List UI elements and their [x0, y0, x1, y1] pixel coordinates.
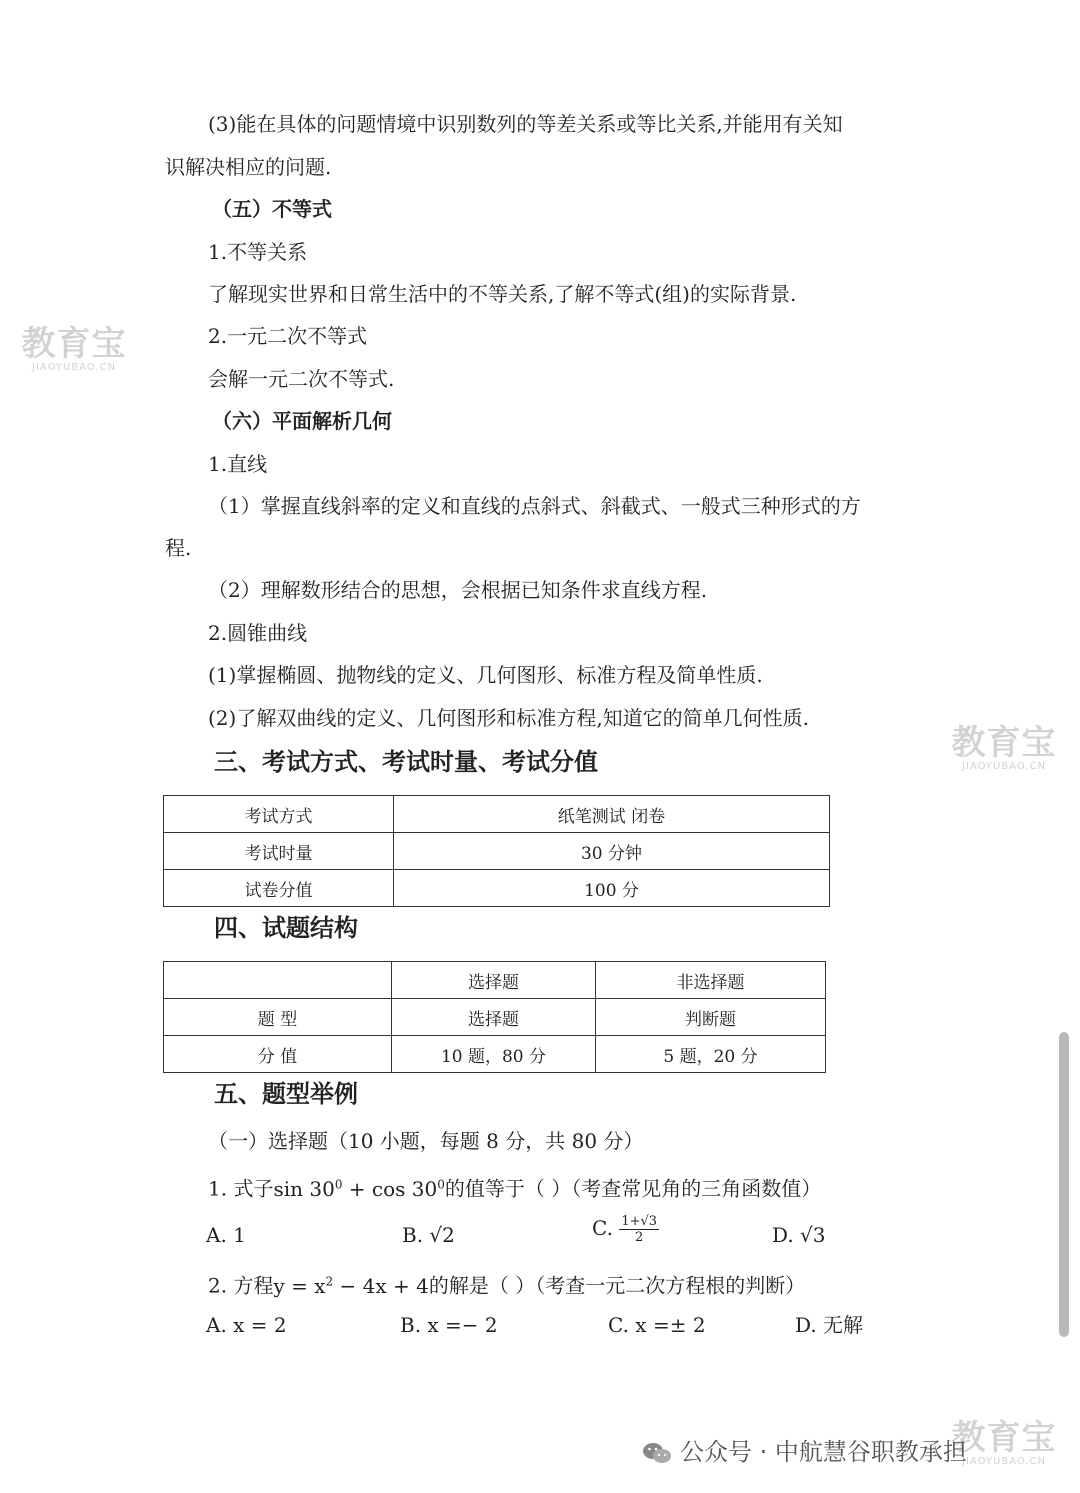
paragraph-conic-1: (1)掌握椭圆、抛物线的定义、几何图形、标准方程及简单性质. [208, 663, 763, 687]
section-heading-analytic-geometry: （六）平面解析几何 [212, 409, 392, 433]
table-cell: 考试方式 [164, 796, 394, 833]
watermark-domain: JIAOYUBAO.CN [962, 1456, 1046, 1467]
table-row [164, 999, 826, 1036]
question-1-option-c [592, 1214, 659, 1245]
paragraph-line-2: （2）理解数形结合的思想，会根据已知条件求直线方程. [208, 578, 708, 602]
subheading-line: 1.直线 [208, 452, 268, 476]
question-structure-table [163, 961, 826, 1073]
table-cell: 选择题 [392, 962, 596, 999]
question-1-option-b [402, 1221, 455, 1249]
subheading-conic: 2.圆锥曲线 [208, 621, 308, 645]
question-2-prefix: 2. 方程 [208, 1273, 274, 1298]
option-label: D. [772, 1223, 801, 1247]
fraction-numerator: 1+√3 [621, 1214, 658, 1229]
heading-question-structure: 四、试题结构 [214, 914, 358, 942]
question-2-option-a: A. x = 2 [206, 1313, 287, 1337]
paragraph-line-1-cont: 程. [165, 536, 192, 560]
table-cell: 100 分 [394, 870, 830, 907]
question-1-expr-part: + cos 30 [342, 1176, 438, 1201]
option-label: B. [402, 1223, 430, 1247]
paragraph-inequality-relation: 了解现实世界和日常生活中的不等关系,了解不等式(组)的实际背景. [208, 282, 797, 306]
paragraph-conic-2: (2)了解双曲线的定义、几何图形和标准方程,知道它的简单几何性质. [208, 706, 810, 730]
watermark-domain: JIAOYUBAO.CN [962, 761, 1046, 772]
question-1-expr-sup: 0 [437, 1177, 445, 1191]
table-cell: 试卷分值 [164, 870, 394, 907]
subheading-inequality-relation: 1.不等关系 [208, 240, 308, 264]
question-1 [208, 1170, 821, 1203]
paragraph-quadratic-inequality: 会解一元二次不等式. [208, 367, 395, 391]
table-cell: 30 分钟 [394, 833, 830, 870]
table-cell: 判断题 [596, 999, 826, 1036]
watermark-brand: 教育宝 [21, 324, 127, 364]
watermark-domain: JIAOYUBAO.CN [32, 362, 116, 373]
table-row [164, 796, 830, 833]
table-cell: 题 型 [164, 999, 392, 1036]
paragraph-3-cont: 识解决相应的问题. [165, 155, 332, 179]
table-cell [164, 962, 392, 999]
section-heading-inequality: （五）不等式 [212, 197, 332, 221]
question-2-expr-part: y = x [273, 1273, 326, 1298]
table-row [164, 962, 826, 999]
question-1-option-a: A. 1 [206, 1223, 246, 1247]
table-cell: 选择题 [392, 999, 596, 1036]
question-2-option-c: C. x =± 2 [608, 1313, 706, 1337]
table-row [164, 870, 830, 907]
question-2-option-b: B. x =− 2 [400, 1313, 498, 1337]
subheading-quadratic-inequality: 2.一元二次不等式 [208, 324, 368, 348]
option-label: C. [592, 1216, 620, 1240]
paragraph-line-1: （1）掌握直线斜率的定义和直线的点斜式、斜截式、一般式三种形式的方 [208, 494, 861, 518]
watermark-brand: 教育宝 [951, 723, 1057, 763]
heading-exam-format: 三、考试方式、考试时量、考试分值 [214, 748, 598, 776]
exam-format-table [163, 795, 830, 907]
question-2-expr-sup: 2 [325, 1274, 334, 1288]
question-2-expr [273, 1274, 428, 1298]
question-1-expr-sup: 0 [334, 1177, 343, 1191]
question-1-option-d [772, 1221, 826, 1249]
wechat-icon [642, 1442, 672, 1464]
question-1-expr [273, 1177, 444, 1201]
fraction-denominator: 2 [635, 1230, 644, 1245]
question-1-prefix: 1. 式子 [208, 1176, 274, 1201]
option-value: √3 [800, 1223, 826, 1247]
footer-account [642, 1432, 967, 1467]
table-row [164, 1036, 826, 1073]
table-cell: 非选择题 [596, 962, 826, 999]
scrollbar-thumb[interactable] [1059, 1032, 1069, 1337]
heading-question-examples: 五、题型举例 [214, 1080, 358, 1108]
footer-text: 公众号 · 中航慧谷职教承担 [680, 1438, 967, 1466]
question-1-expr-part: sin 30 [273, 1176, 335, 1201]
watermark-right [944, 725, 1064, 773]
watermark-left [14, 326, 134, 374]
option-fraction [619, 1214, 659, 1245]
question-1-suffix: 的值等于（ ）（考查常见角的三角函数值） [444, 1176, 822, 1201]
table-cell: 5 题，20 分 [596, 1036, 826, 1073]
table-cell: 分 值 [164, 1036, 392, 1073]
question-2-option-d: D. 无解 [795, 1313, 864, 1337]
paragraph-3: (3)能在具体的问题情境中识别数列的等差关系或等比关系,并能用有关知 [208, 112, 843, 136]
table-cell: 考试时量 [164, 833, 394, 870]
option-value: √2 [429, 1223, 455, 1247]
table-row [164, 833, 830, 870]
table-cell: 10 题，80 分 [392, 1036, 596, 1073]
question-2-suffix: 的解是（ ）（考查一元二次方程根的判断） [428, 1273, 806, 1298]
question-2-expr-part: − 4x + 4 [333, 1273, 429, 1298]
multiple-choice-intro: （一）选择题（10 小题，每题 8 分，共 80 分） [208, 1129, 644, 1153]
watermark-brand: 教育宝 [951, 1418, 1057, 1458]
table-cell: 纸笔测试 闭卷 [394, 796, 830, 833]
question-2 [208, 1267, 805, 1300]
